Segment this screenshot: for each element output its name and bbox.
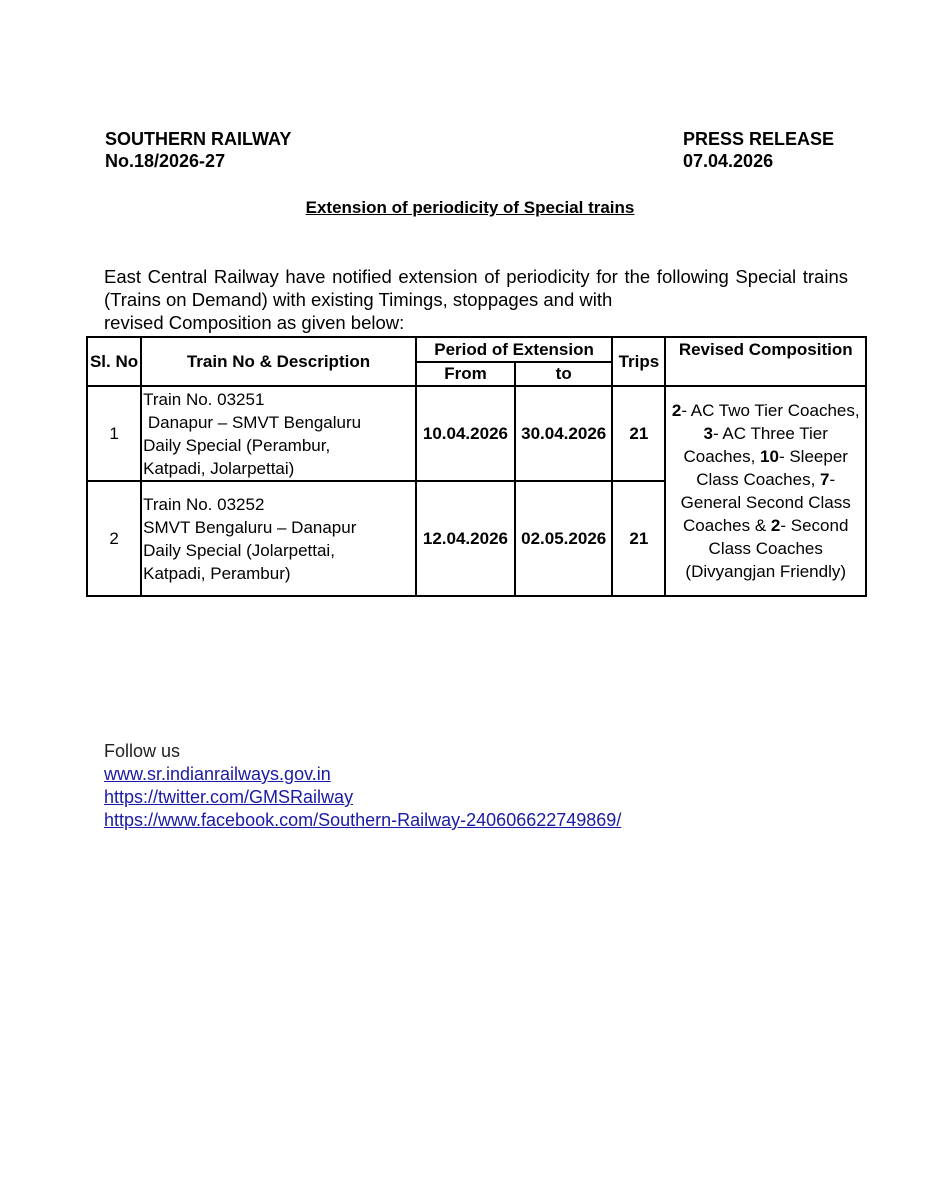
row-service: Daily Special (Jolarpettai,	[143, 540, 335, 560]
intro-line-2: revised Composition as given below:	[104, 312, 405, 333]
comp-count-1: 2	[671, 401, 682, 420]
row-from: 12.04.2026	[416, 481, 515, 596]
release-type: PRESS RELEASE	[683, 129, 835, 149]
row-route: SMVT Bengaluru – Danapur	[143, 517, 357, 537]
page-title: Extension of periodicity of Special trains	[305, 198, 635, 217]
row-to: 30.04.2026	[515, 386, 612, 481]
composition-cell	[665, 386, 866, 596]
row-train-no: Train No. 03252	[143, 494, 265, 514]
header-period: Period of Extension	[416, 337, 613, 362]
intro-line-1: East Central Railway have notified extension of periodicity for the following Special trains (Trains on Demand) with existing Timings, stoppages and with	[104, 266, 848, 310]
header-left	[105, 128, 291, 172]
comp-text-1: - AC Two Tier Coaches,	[681, 401, 860, 420]
header-from: From	[416, 362, 515, 386]
follow-section	[104, 740, 621, 832]
row-from: 10.04.2026	[416, 386, 515, 481]
row-trips: 21	[612, 386, 665, 481]
row-route: Danapur – SMVT Bengaluru	[143, 412, 362, 432]
org-name: SOUTHERN RAILWAY	[105, 129, 292, 149]
follow-label: Follow us	[104, 741, 181, 761]
row-to: 02.05.2026	[515, 481, 612, 596]
row-description	[141, 386, 416, 481]
header-to: to	[515, 362, 612, 386]
comp-text-4: - General Second Class Coaches &	[680, 470, 851, 535]
table-row	[87, 386, 866, 481]
row-sl: 1	[87, 386, 141, 481]
comp-count-5: 2	[770, 516, 781, 535]
row-description	[141, 481, 416, 596]
row-train-no: Train No. 03251	[143, 389, 265, 409]
header-right	[683, 128, 834, 172]
row-trips: 21	[612, 481, 665, 596]
row-service: Daily Special (Perambur,	[143, 435, 331, 455]
release-date: 07.04.2026	[683, 151, 774, 171]
comp-text-5: - Second Class Coaches (Divyangjan Friendly)	[685, 516, 849, 581]
header-description: Train No & Description	[141, 337, 416, 386]
comp-text-3: - Sleeper Class Coaches,	[696, 447, 848, 489]
header-trips: Trips	[612, 337, 665, 386]
trains-table	[86, 336, 867, 597]
comp-text-2: - AC Three Tier Coaches,	[683, 424, 828, 466]
row-sl: 2	[87, 481, 141, 596]
comp-count-4: 7	[820, 470, 830, 489]
row-stops: Katpadi, Perambur)	[143, 563, 291, 583]
row-stops: Katpadi, Jolarpettai)	[143, 458, 295, 478]
comp-count-3: 10	[760, 447, 779, 466]
header-composition: Revised Composition	[665, 337, 866, 386]
release-number: No.18/2026-27	[105, 151, 226, 171]
intro-paragraph	[104, 265, 848, 334]
facebook-link[interactable]: https://www.facebook.com/Southern-Railway-240606622749869/	[104, 810, 622, 830]
twitter-link[interactable]: https://twitter.com/GMSRailway	[104, 787, 354, 807]
website-link[interactable]: www.sr.indianrailways.gov.in	[104, 764, 331, 784]
comp-count-2: 3	[703, 424, 713, 443]
header-sl-no: Sl. No	[87, 337, 141, 386]
